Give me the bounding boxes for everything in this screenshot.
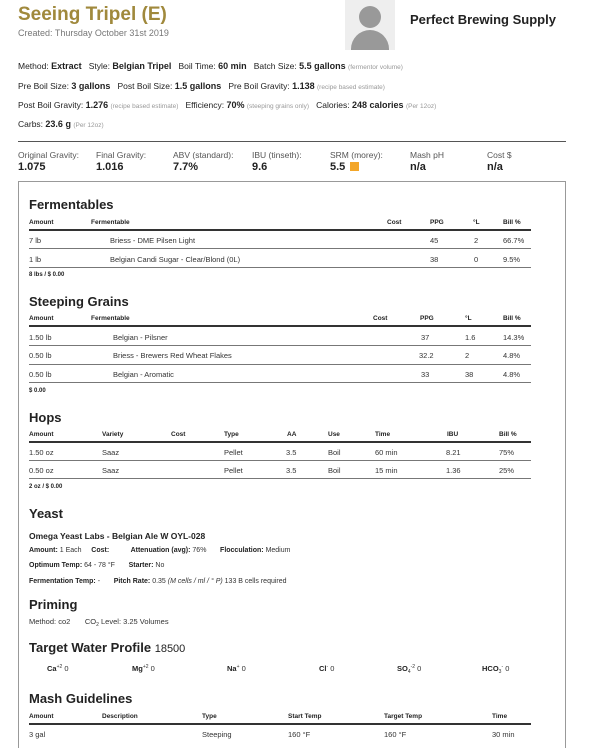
avatar-head — [359, 6, 381, 28]
yeast-line-1: Amount: 1 Each Cost: Attenuation (avg): 76% Flocculation: Medium — [29, 547, 291, 554]
mash-target-temp: 160 °F — [384, 730, 407, 739]
fermentables-header-ppg: PPG — [430, 219, 444, 226]
hop-amount: 0.50 oz — [29, 466, 54, 475]
steeping-lovibond: 1.6 — [465, 333, 476, 342]
fermentable-lovibond: 0 — [474, 255, 479, 264]
steeping-header-bill: Bill % — [503, 315, 521, 322]
hops-header-variety: Variety — [102, 431, 124, 438]
table-rule — [29, 382, 531, 383]
mash-amount: 3 gal — [29, 730, 46, 739]
hops-header-type: Type — [224, 431, 239, 438]
table-rule — [29, 441, 531, 443]
fermentable-ppg: 38 — [430, 255, 439, 264]
steeping-name: Belgian - Aromatic — [113, 370, 174, 379]
hops-header-aa: AA — [287, 431, 297, 438]
fermentable-name: Belgian Candi Sugar - Clear/Blond (0L) — [110, 255, 241, 264]
fermentables-header-bill: Bill % — [503, 219, 521, 226]
water-ion-cl: Cl- 0 — [319, 664, 335, 673]
mash-header-target-temp: Target Temp — [384, 713, 423, 720]
mash-header-time: Time — [492, 713, 508, 720]
mash-header-type: Type — [202, 713, 217, 720]
table-rule — [29, 723, 531, 725]
hop-amount: 1.50 oz — [29, 448, 54, 457]
hop-time: 60 min — [375, 448, 398, 457]
hops-header-use: Use — [328, 431, 340, 438]
yeast-line-2: Optimum Temp: 64 - 78 °F Starter: No — [29, 562, 165, 569]
hops-total: 2 oz / $ 0.00 — [29, 484, 63, 490]
fermentable-bill: 66.7% — [503, 236, 525, 245]
table-rule — [29, 325, 531, 327]
fermentable-bill: 9.5% — [503, 255, 521, 264]
steeping-amount: 0.50 lb — [29, 370, 52, 379]
steeping-header-fermentable: Fermentable — [91, 315, 130, 322]
hop-bill: 25% — [499, 466, 515, 475]
water-ion-ca: $Ca^{+2}$ 0 — [47, 664, 69, 673]
table-rule — [29, 267, 531, 268]
fermentables-header-lovibond: °L — [473, 219, 480, 226]
steeping-name: Briess - Brewers Red Wheat Flakes — [113, 351, 232, 360]
avatar — [345, 0, 395, 50]
table-rule — [29, 478, 531, 479]
hop-use: Boil — [328, 448, 341, 457]
meta-line-1: Method: Extract Style: Belgian Tripel Boil Time: 60 min Batch Size: 5.5 gallons (fermentor volume) — [18, 61, 403, 71]
fermentables-header-fermentable: Fermentable — [91, 219, 130, 226]
yeast-line-3: Fermentation Temp: - Pitch Rate: 0.35 (M cells / ml / ° P) 133 B cells required — [29, 578, 287, 585]
priming-line: Method: co2 $CO_2$ Level: 3.25 Volumes — [29, 617, 169, 628]
mash-title: Mash Guidelines — [29, 691, 133, 706]
hops-header-cost: Cost — [171, 431, 186, 438]
stat-ibu: IBU (tinseth): 9.6 — [252, 150, 302, 173]
hop-variety: Saaz — [102, 466, 120, 475]
stat-cost: Cost $ n/a — [487, 150, 512, 173]
hop-type: Pellet — [224, 448, 243, 457]
hop-ibu: 8.21 — [446, 448, 461, 457]
fermentables-header-cost: Cost — [387, 219, 402, 226]
fermentable-amount: 1 lb — [29, 255, 42, 264]
steeping-bill: 4.8% — [503, 351, 521, 360]
hop-bill: 75% — [499, 448, 515, 457]
mash-start-temp: 160 °F — [288, 730, 311, 739]
mash-header-description: Description — [102, 713, 138, 720]
srm-color-swatch — [350, 162, 359, 171]
fermentables-total: 8 lbs / $ 0.00 — [29, 272, 65, 278]
hops-header-amount: Amount — [29, 431, 54, 438]
steeping-amount: 0.50 lb — [29, 351, 52, 360]
divider — [18, 141, 566, 142]
hop-aa: 3.5 — [286, 466, 297, 475]
table-rule — [29, 229, 531, 231]
table-rule — [29, 248, 531, 249]
steeping-name: Belgian - Pilsner — [113, 333, 168, 342]
stat-abv: ABV (standard): 7.7% — [173, 150, 234, 173]
meta-line-4: Carbs: 23.6 g (Per 12oz) — [18, 119, 104, 129]
table-rule — [29, 345, 531, 346]
meta-line-3: Post Boil Gravity: 1.276 (recipe based estimate) Efficiency: 70% (steeping grains only) Calories: 248 calories (Per 12oz) — [18, 100, 437, 110]
steeping-ppg: 32.2 — [419, 351, 434, 360]
hop-use: Boil — [328, 466, 341, 475]
steeping-amount: 1.50 lb — [29, 333, 52, 342]
table-rule — [29, 364, 531, 365]
steeping-ppg: 37 — [421, 333, 430, 342]
created-date: Created: Thursday October 31st 2019 — [18, 28, 169, 38]
fermentable-lovibond: 2 — [474, 236, 479, 245]
priming-title: Priming — [29, 597, 78, 612]
meta-line-2: Pre Boil Size: 3 gallons Post Boil Size: 1.5 gallons Pre Boil Gravity: 1.138 (recipe based estimate) — [18, 81, 385, 91]
hops-header-ibu: IBU — [447, 431, 459, 438]
steeping-title: Steeping Grains — [29, 294, 129, 309]
avatar-body — [351, 30, 389, 50]
water-ion-na: Na+ 0 — [227, 664, 246, 673]
hop-type: Pellet — [224, 466, 243, 475]
hop-aa: 3.5 — [286, 448, 297, 457]
hops-header-time: Time — [375, 431, 391, 438]
steeping-lovibond: 2 — [465, 351, 470, 360]
steeping-header-lovibond: °L — [465, 315, 472, 322]
fermentable-ppg: 45 — [430, 236, 439, 245]
steeping-header-ppg: PPG — [420, 315, 434, 322]
steeping-lovibond: 38 — [465, 370, 474, 379]
hop-variety: Saaz — [102, 448, 120, 457]
stat-fg: Final Gravity: 1.016 — [96, 150, 147, 173]
fermentable-amount: 7 lb — [29, 236, 42, 245]
fermentables-title: Fermentables — [29, 197, 114, 212]
mash-type: Steeping — [202, 730, 232, 739]
stat-mash-ph: Mash pH n/a — [410, 150, 445, 173]
water-ion-so4: $SO_4^{-2}$ 0 — [397, 664, 422, 675]
fermentable-name: Briess - DME Pilsen Light — [110, 236, 196, 245]
steeping-bill: 14.3% — [503, 333, 525, 342]
hop-time: 15 min — [375, 466, 398, 475]
steeping-bill: 4.8% — [503, 370, 521, 379]
hops-title: Hops — [29, 410, 62, 425]
water-ion-mg: $Mg^{+2}$ 0 — [132, 664, 155, 673]
steeping-ppg: 33 — [421, 370, 430, 379]
mash-time: 30 min — [492, 730, 515, 739]
stat-srm: SRM (morey): 5.5 — [330, 150, 383, 173]
hop-ibu: 1.36 — [446, 466, 461, 475]
stat-og: Original Gravity: 1.075 — [18, 150, 79, 173]
fermentables-header-amount: Amount — [29, 219, 54, 226]
steeping-total: $ 0.00 — [29, 388, 46, 394]
water-ion-hco3: $HCO_3^-$ 0 — [482, 664, 510, 675]
steeping-header-cost: Cost — [373, 315, 388, 322]
yeast-name: Omega Yeast Labs - Belgian Ale W OYL-028 — [29, 531, 206, 541]
yeast-title: Yeast — [29, 506, 63, 521]
mash-header-amount: Amount — [29, 713, 54, 720]
water-title: Target Water Profile 18500 — [29, 640, 186, 655]
hops-header-bill: Bill % — [499, 431, 517, 438]
table-rule — [29, 460, 531, 461]
brand-name: Perfect Brewing Supply — [410, 12, 556, 27]
steeping-header-amount: Amount — [29, 315, 54, 322]
recipe-title: Seeing Tripel (E) — [18, 4, 167, 25]
mash-header-start-temp: Start Temp — [288, 713, 322, 720]
